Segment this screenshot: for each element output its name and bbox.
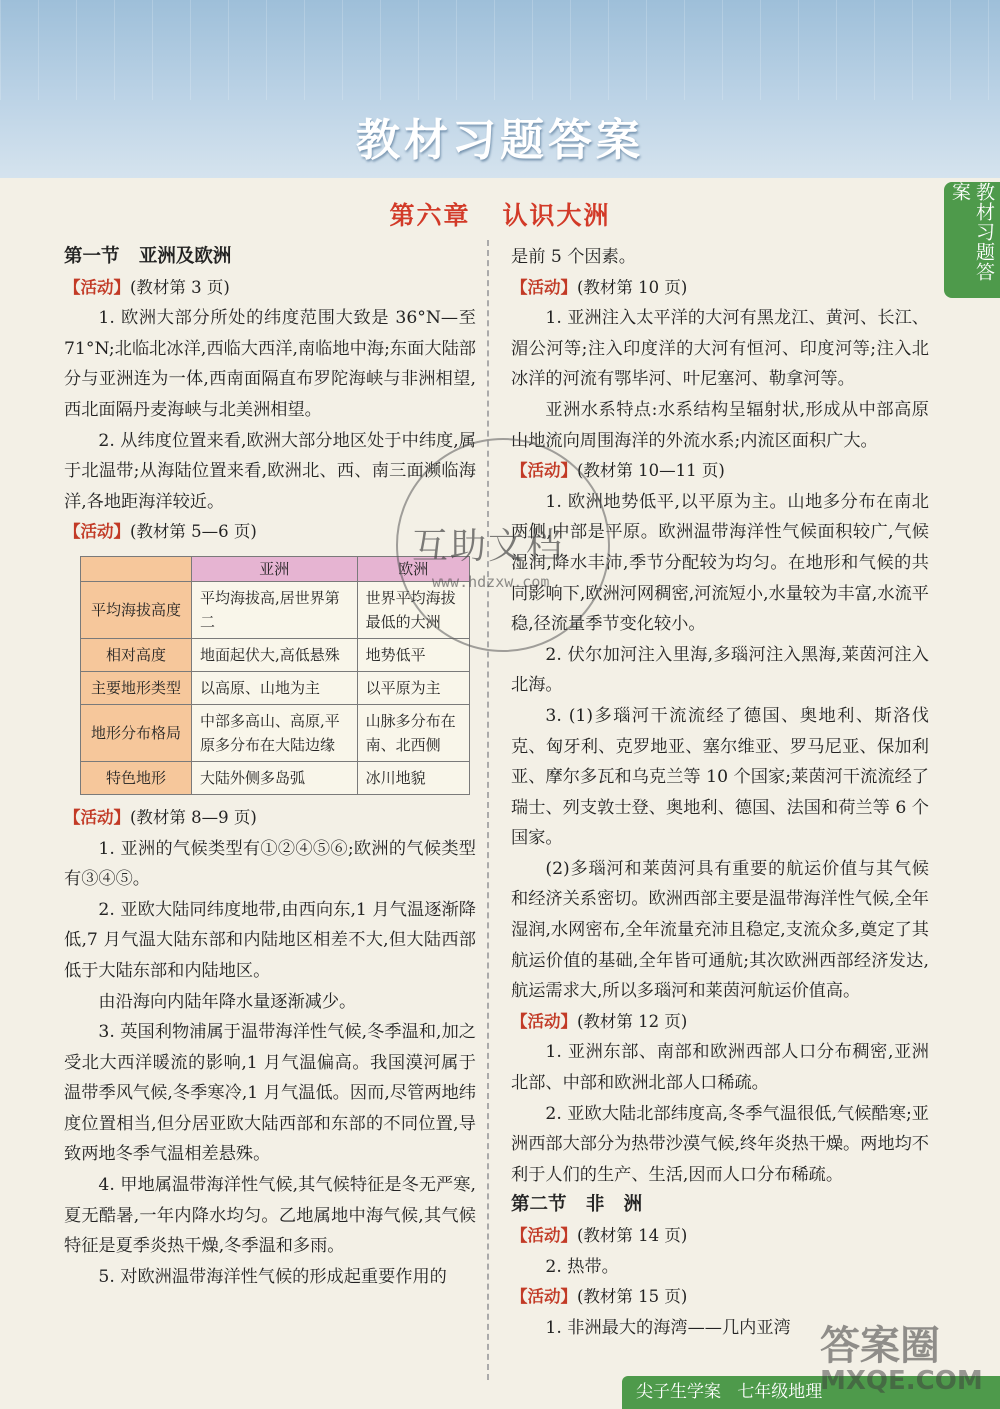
answer-paragraph: 1. 欧洲大部分所处的纬度范围大致是 36°N—至 71°N;北临北冰洋,西临大西洋,南临地中海;东面大陆部分与亚洲连为一体,西南面隔直布罗陀海峡与非洲相望,西北面隔丹麦海峡与北美洲相望。 <box>64 308 476 420</box>
corner-logo: 答案圈 <box>820 1323 940 1369</box>
activity-ref: (教材第 10—11 页) <box>577 461 725 481</box>
corner-logo-sub: MXQE.COM <box>820 1366 983 1396</box>
activity-tag: 【活动】 <box>511 277 577 297</box>
activity-heading <box>511 1007 929 1038</box>
answer-paragraph: (2)多瑙河和莱茵河具有重要的航运价值与其气候和经济关系密切。欧洲西部主要是温带海洋性气候,全年湿润,水网密布,全年流量充沛且稳定,支流众多,奠定了其航运价值的基础,全年皆可通航;其次欧洲西部经济发达,航运需求大,所以多瑙河和莱茵河航运价值高。 <box>511 858 929 1002</box>
table-row <box>81 704 470 761</box>
row-label: 相对高度 <box>81 638 192 671</box>
answer-paragraph: 2. 热带。 <box>545 1256 619 1277</box>
table-corner <box>81 556 192 581</box>
answer-paragraph: 1. 亚洲的气候类型有①②④⑤⑥;欧洲的气候类型有③④⑤。 <box>64 838 476 890</box>
activity-ref: (教材第 15 页) <box>577 1287 688 1307</box>
activity-tag: 【活动】 <box>511 461 577 481</box>
activity-heading <box>511 1282 929 1313</box>
activity-ref: (教材第 8—9 页) <box>130 807 257 827</box>
section-title: 第二节 非 洲 <box>511 1194 643 1216</box>
europe-cell: 以平原为主 <box>357 671 469 704</box>
answer-paragraph: 2. 亚欧大陆北部纬度高,冬季气温很低,气候酷寒;亚洲西部大部分为热带沙漠气候,终年炎热干燥。两地均不利于人们的生产、生活,因而人口分布稀疏。 <box>511 1103 929 1185</box>
activity-tag: 【活动】 <box>511 1226 577 1245</box>
continued-text: 是前 5 个因素。 <box>511 247 636 267</box>
asia-cell: 以高原、山地为主 <box>192 671 358 704</box>
activity-ref: (教材第 10 页) <box>577 277 688 297</box>
row-label: 特色地形 <box>81 761 192 794</box>
activity-heading <box>64 803 476 834</box>
activity-tag: 【活动】 <box>64 807 130 827</box>
answer-paragraph: 由沿海向内陆年降水量逐渐减少。 <box>98 991 357 1012</box>
activity-heading <box>511 1221 929 1252</box>
table-header-asia: 亚洲 <box>192 556 358 581</box>
answer-paragraph: 1. 欧洲地势低平,以平原为主。山地多分布在南北两侧,中部是平原。欧洲温带海洋性气候面积较广,气候湿润,降水丰沛,季节分配较为均匀。在地形和气候的共同影响下,欧洲河网稠密,河流短小,水量较为丰富,水流平稳,径流量季节变化较小。 <box>511 491 929 635</box>
answer-paragraph: 3. 英国利物浦属于温带海洋性气候,冬季温和,加之受北大西洋暖流的影响,1 月气温偏高。我国漠河属于温带季风气候,冬季寒冷,1 月气温低。因而,尽管两地纬度位置相当,但分居亚欧大陆西部和东部的不同位置,导致两地冬季气温相差悬殊。 <box>64 1022 476 1165</box>
side-tab-label: 教材习题答案 <box>949 182 995 282</box>
answer-paragraph: 4. 甲地属温带海洋性气候,其气候特征是冬无严寒,夏无酷暑,一年内降水均匀。乙地属地中海气候,其气候特征是夏季炎热干燥,冬季温和多雨。 <box>64 1175 476 1257</box>
answer-paragraph: 1. 非洲最大的海湾——几内亚湾 <box>545 1317 791 1338</box>
banner-title: 教材习题答案 <box>356 115 644 166</box>
activity-tag: 【活动】 <box>64 522 130 542</box>
row-label: 地形分布格局 <box>81 704 192 761</box>
activity-tag: 【活动】 <box>511 1011 577 1031</box>
europe-cell: 地势低平 <box>357 638 469 671</box>
activity-ref: (教材第 14 页) <box>577 1226 688 1245</box>
right-column <box>511 242 929 1343</box>
row-label: 平均海拔高度 <box>81 581 192 638</box>
table-header-europe: 欧洲 <box>357 556 469 581</box>
answer-paragraph: 2. 从纬度位置来看,欧洲大部分地区处于中纬度,属于北温带;从海陆位置来看,欧洲北、西、南三面濒临海洋,各地距海洋较近。 <box>64 430 476 512</box>
table-row <box>81 761 470 794</box>
section-title: 第一节 亚洲及欧洲 <box>64 246 232 267</box>
footer-bar: 尖子生学案 七年级地理 <box>622 1376 1000 1409</box>
answer-paragraph: 2. 亚欧大陆同纬度地带,由西向东,1 月气温逐渐降低,7 月气温大陆东部和内陆地区相差不大,但大陆西部低于大陆东部和内陆地区。 <box>64 899 476 981</box>
answer-paragraph: 1. 亚洲注入太平洋的大河有黑龙江、黄河、长江、湄公河等;注入印度洋的大河有恒河、印度河等;注入北冰洋的河流有鄂毕河、叶尼塞河、勒拿河等。 <box>511 308 929 390</box>
activity-ref: (教材第 12 页) <box>577 1011 688 1031</box>
left-column <box>64 242 476 1292</box>
answer-paragraph: 3. (1)多瑙河干流流经了德国、奥地利、斯洛伐克、匈牙利、克罗地亚、塞尔维亚、罗马尼亚、保加利亚、摩尔多瓦和乌克兰等 10 个国家;莱茵河干流流经了瑞士、列支敦士登、奥地利、德国、法国和荷兰等 6 个国家。 <box>511 705 929 849</box>
europe-cell: 世界平均海拔最低的大洲 <box>357 581 469 638</box>
activity-heading <box>64 273 476 304</box>
table-row <box>81 671 470 704</box>
chapter-title: 第六章 认识大洲 <box>389 201 611 230</box>
activity-tag: 【活动】 <box>64 277 130 297</box>
asia-cell: 地面起伏大,高低悬殊 <box>192 638 358 671</box>
column-divider <box>487 240 489 1380</box>
asia-cell: 中部多高山、高原,平原多分布在大陆边缘 <box>192 704 358 761</box>
answer-paragraph: 2. 伏尔加河注入里海,多瑙河注入黑海,莱茵河注入北海。 <box>511 644 929 696</box>
activity-ref: (教材第 5—6 页) <box>130 522 257 542</box>
watermark-text: 互助文档 <box>412 526 565 567</box>
answer-paragraph: 亚洲水系特点:水系结构呈辐射状,形成从中部高原山地流向周围海洋的外流水系;内流区面积广大。 <box>511 399 929 451</box>
header-banner <box>0 0 1000 178</box>
activity-tag: 【活动】 <box>511 1287 577 1307</box>
row-label: 主要地形类型 <box>81 671 192 704</box>
answer-paragraph: 1. 亚洲东部、南部和欧洲西部人口分布稠密,亚洲北部、中部和欧洲北部人口稀疏。 <box>511 1042 929 1094</box>
activity-ref: (教材第 3 页) <box>130 277 230 297</box>
banner-pattern <box>0 0 1000 100</box>
table-row <box>81 638 470 671</box>
asia-cell: 平均海拔高,居世界第二 <box>192 581 358 638</box>
europe-cell: 山脉多分布在南、北西侧 <box>357 704 469 761</box>
europe-cell: 冰川地貌 <box>357 761 469 794</box>
asia-cell: 大陆外侧多岛弧 <box>192 761 358 794</box>
watermark-url: www.hdzxw.com <box>432 573 550 591</box>
activity-heading <box>511 273 929 304</box>
answer-paragraph: 5. 对欧洲温带海洋性气候的形成起重要作用的 <box>98 1266 447 1287</box>
